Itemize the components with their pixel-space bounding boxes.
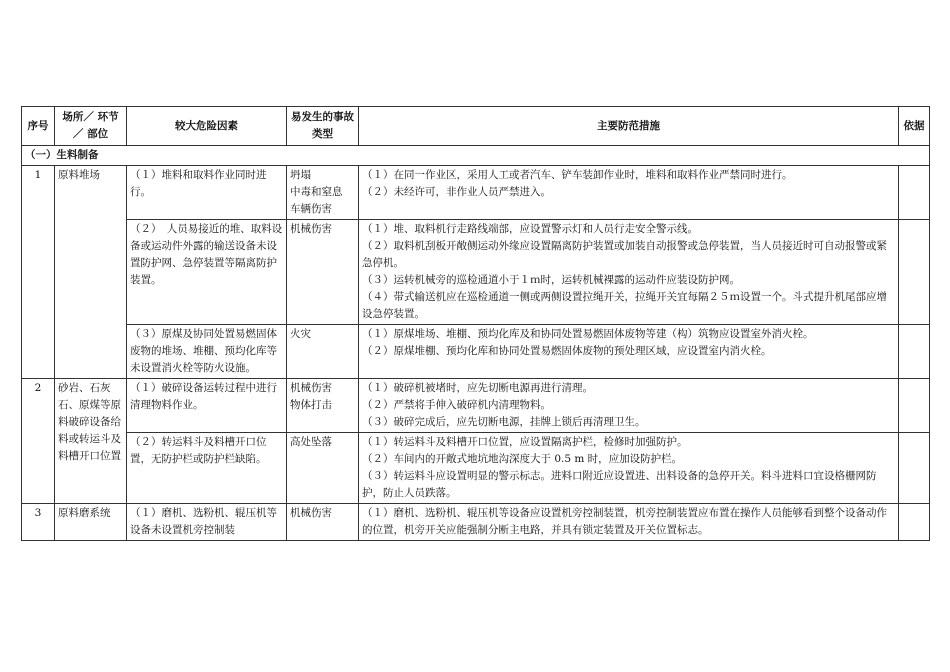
measures-cell bbox=[359, 166, 899, 220]
hazard-cell: （２）转运料斗及料槽开口位置，无防护栏或防护栏缺陷。 bbox=[127, 433, 287, 504]
measure-item: （３）破碎完成后，应先切断电源，挂牌上锁后再清理卫生。 bbox=[362, 416, 646, 428]
measure-item: （２）原煤堆棚、预均化库和协同处置易燃固体废物的预处理区域，应设置室内消火栓。 bbox=[362, 345, 772, 357]
accident-cell bbox=[287, 166, 359, 220]
basis-cell bbox=[899, 325, 930, 379]
section-row bbox=[22, 146, 930, 166]
hazard-cell: （１）破碎设备运转过程中进行清理物料作业。 bbox=[127, 379, 287, 433]
accident-type: 物体打击 bbox=[290, 399, 332, 411]
header-seq: 序号 bbox=[22, 107, 55, 146]
hazard-table bbox=[21, 106, 930, 541]
measure-item: （２）严禁将手伸入破碎机内清理物料。 bbox=[362, 399, 551, 411]
measures-cell bbox=[359, 220, 899, 325]
measure-item: （１）堆、取料机行走路线端部，应设置警示灯和人员行走安全警示线。 bbox=[362, 223, 698, 235]
measure-item: （１）磨机、选粉机、辊压机等设备应设置机旁控制装置，机旁控制装置应布置在操作人员能够看到整个设备动作的位置，机旁开关应能强制分断主电路，并具有锁定装置及开关位置标志。 bbox=[362, 507, 887, 536]
row-location: 原料堆场 bbox=[55, 166, 127, 379]
accident-type: 中毒和窒息 bbox=[290, 186, 343, 198]
accident-type: 高处坠落 bbox=[290, 436, 332, 448]
header-measures: 主要防范措施 bbox=[359, 107, 899, 146]
row-seq: 1 bbox=[22, 166, 55, 379]
measure-item: （３）转运料斗应设置明显的警示标志。进料口附近应设置进、出料设备的急停开关。料斗进料口宜设格栅网防护，防止人员跌落。 bbox=[362, 470, 877, 499]
header-row bbox=[22, 107, 930, 146]
header-basis: 依据 bbox=[899, 107, 930, 146]
accident-cell bbox=[287, 433, 359, 504]
basis-cell bbox=[899, 220, 930, 325]
basis-cell bbox=[899, 433, 930, 504]
measure-item: （１）转运料斗及料槽开口位置，应设置隔离护栏，检修时加强防护。 bbox=[362, 436, 688, 448]
table-row bbox=[22, 166, 930, 220]
measure-item: （２）取料机刮板开敞侧运动外缘应设置隔离防护装置或加装自动报警或急停装置，当人员接近时可自动报警或紧急停机。 bbox=[362, 240, 887, 269]
row-location: 砂岩、石灰石、原煤等原料破碎设备给 料或转运斗及料槽开口位置 bbox=[55, 379, 127, 504]
measure-item: （４）带式输送机应在巡检通道一侧或两侧设置拉绳开关，拉绳开关宜每隔２５ｍ设置一个。斗式提升机尾部应增设急停装置。 bbox=[362, 291, 887, 320]
accident-cell bbox=[287, 325, 359, 379]
header-hazard: 较大危险因素 bbox=[127, 107, 287, 146]
hazard-cell: （２） 人员易接近的堆、取料设备或运动件外露的输送设备未设置防护网、急停装置等隔离防护装置。 bbox=[127, 220, 287, 325]
header-location: 场所／ 环节／ 部位 bbox=[55, 107, 127, 146]
hazard-cell: （３）原煤及协同处置易燃固体废物的堆场、堆棚、预均化库等未设置消火栓等防火设施。 bbox=[127, 325, 287, 379]
accident-type: 火灾 bbox=[290, 328, 311, 340]
basis-cell bbox=[899, 504, 930, 541]
table-row bbox=[22, 433, 930, 504]
measures-cell bbox=[359, 433, 899, 504]
measure-item: （２）未经许可，非作业人员严禁进入。 bbox=[362, 186, 551, 198]
measures-cell bbox=[359, 325, 899, 379]
hazard-cell: （１）堆料和取料作业同时进行。 bbox=[127, 166, 287, 220]
table-row bbox=[22, 379, 930, 433]
accident-type: 机械伤害 bbox=[290, 382, 332, 394]
basis-cell bbox=[899, 166, 930, 220]
table-row bbox=[22, 220, 930, 325]
accident-type: 机械伤害 bbox=[290, 223, 332, 235]
measures-cell bbox=[359, 504, 899, 541]
measure-item: （１）破碎机被堵时，应先切断电源再进行清理。 bbox=[362, 382, 593, 394]
measure-item: （１）原煤堆场、堆棚、预均化库及和协同处置易燃固体废物等建（构）筑物应设置室外消火栓。 bbox=[362, 328, 814, 340]
accident-cell bbox=[287, 220, 359, 325]
measure-item: （１）在同一作业区，采用人工或者汽车、铲车装卸作业时，堆料和取料作业严禁同时进行。 bbox=[362, 169, 793, 181]
table-row bbox=[22, 325, 930, 379]
hazard-cell: （１）磨机、选粉机、辊压机等设备未设置机旁控制装 bbox=[127, 504, 287, 541]
row-location: 原料磨系统 bbox=[55, 504, 127, 541]
accident-cell bbox=[287, 504, 359, 541]
accident-type: 机械伤害 bbox=[290, 507, 332, 519]
table-row bbox=[22, 504, 930, 541]
row-seq: 2 bbox=[22, 379, 55, 504]
section-title: （一）生料制备 bbox=[22, 146, 930, 166]
header-accident: 易发生的事故类型 bbox=[287, 107, 359, 146]
measure-item: （２）车间内的开敞式地坑地沟深度大于 0.5 m 时，应加设防护栏。 bbox=[362, 453, 683, 465]
measure-item: （３）运转机械旁的巡检通道小于１ｍ时，运转机械裸露的运动件应装设防护网。 bbox=[362, 274, 740, 286]
accident-type: 车辆伤害 bbox=[290, 203, 332, 215]
basis-cell bbox=[899, 379, 930, 433]
accident-type: 坍塌 bbox=[290, 169, 311, 181]
accident-cell bbox=[287, 379, 359, 433]
row-seq: 3 bbox=[22, 504, 55, 541]
measures-cell bbox=[359, 379, 899, 433]
